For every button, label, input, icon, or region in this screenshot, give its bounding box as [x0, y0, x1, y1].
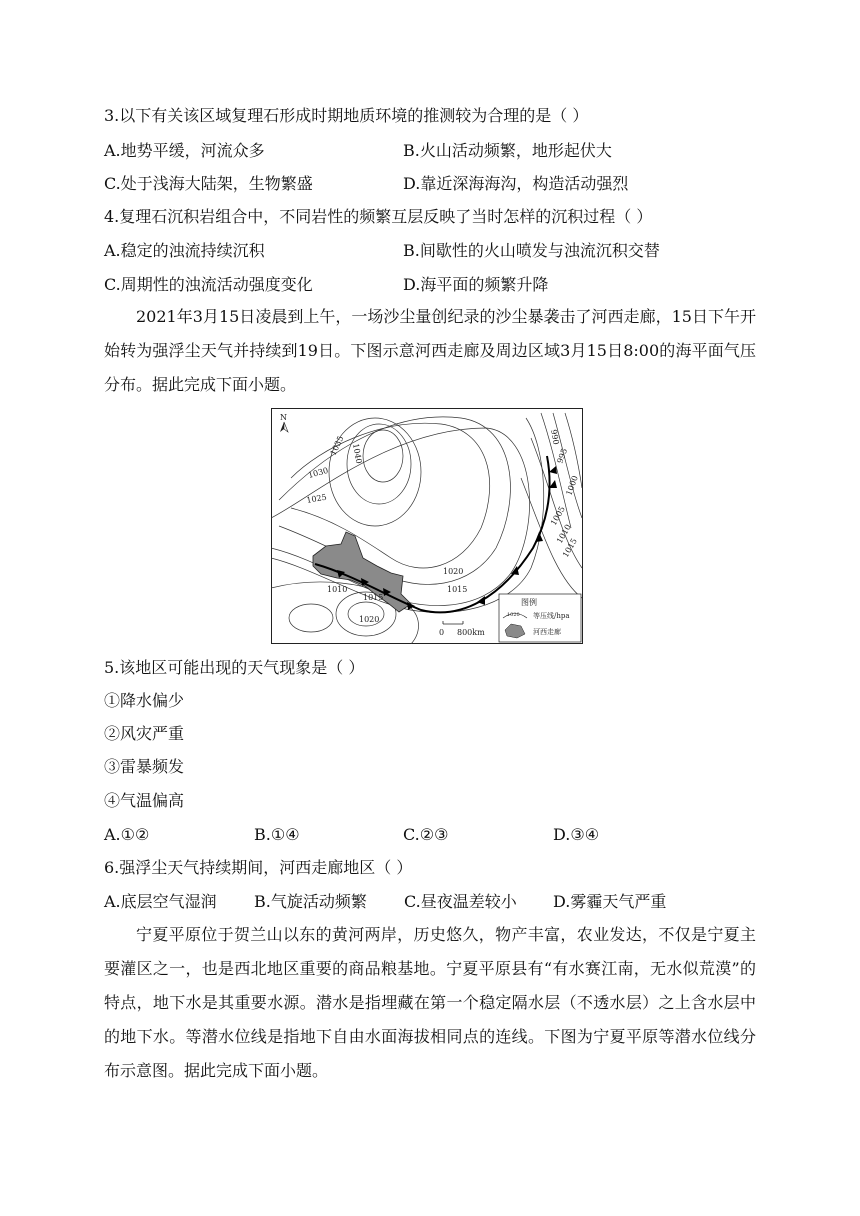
pressure-map [271, 408, 583, 644]
q3-option-c: C.处于浅海大陆架，生物繁盛 [104, 174, 313, 193]
q6-option-a: A.底层空气湿润 [104, 892, 217, 911]
q5-option-b: B.①④ [254, 825, 300, 844]
scale-distance-label: 800km [457, 628, 485, 637]
legend-isobar-sample: 1020 [507, 612, 520, 618]
q4-option-d: D.海平面的频繁升降 [403, 275, 549, 294]
q6-option-c: C.昼夜温差较小 [404, 892, 517, 911]
north-label: N [280, 413, 287, 422]
q3-stem: 3.以下有关该区域复理石形成时期地质环境的推测较为合理的是（ ） [104, 106, 589, 125]
q6-option-d: D.雾霾天气严重 [553, 892, 667, 911]
isobar-label-1010-left: 1010 [327, 585, 348, 594]
q4-option-b: B.间歇性的火山喷发与浊流沉积交替 [403, 241, 660, 260]
isobar-label-1015-right: 1015 [560, 536, 579, 559]
legend-corridor-label: 河西走廊 [533, 628, 561, 636]
passage-dust-storm [104, 300, 756, 402]
scale-zero-label: 0 [439, 628, 445, 637]
isobar-label-1020: 1020 [443, 567, 464, 576]
q5-item-2: ②风灾严重 [104, 724, 185, 743]
q5-option-c: C.②③ [403, 825, 449, 844]
isobar-label-1030: 1030 [307, 465, 330, 480]
isobar-label-1000: 1000 [564, 474, 580, 497]
isobar-label-1035: 1035 [328, 434, 346, 457]
pressure-map-svg [271, 408, 583, 644]
map-legend [499, 594, 581, 642]
q6-option-b: B.气旋活动频繁 [254, 892, 367, 911]
passage-dust-storm-text: 2021年3月15日凌晨到上午，一场沙尘量创纪录的沙尘暴袭击了河西走廊，15日下午开始转为强浮尘天气并持续到19日。下图示意河西走廊及周边区域3月15日8:00的海平面气压分布。据此完成下面小题。 [104, 307, 756, 394]
q5-stem: 5.该地区可能出现的天气现象是（ ） [104, 658, 365, 677]
q5-item-1: ①降水偏少 [104, 691, 185, 710]
q4-option-a: A.稳定的浊流持续沉积 [104, 241, 265, 260]
isobar-label-1015: 1015 [447, 585, 468, 594]
q3-option-d: D.靠近深海海沟，构造活动强烈 [403, 174, 629, 193]
legend-isobar-label: 等压线/hpa [533, 612, 570, 620]
isobar-label-1040: 1040 [351, 442, 364, 465]
isobar-label-990: 990 [549, 428, 561, 446]
isobar-label-1015-left: 1015 [363, 593, 384, 602]
q5-item-3: ③雷暴频发 [104, 757, 185, 776]
isobar-label-1010-right: 1010 [554, 522, 573, 545]
isobar-label-995: 995 [555, 447, 570, 465]
q4-stem: 4.复理石沉积岩组合中，不同岩性的频繁互层反映了当时怎样的沉积过程（ ） [104, 207, 653, 226]
q3-option-b: B.火山活动频繁，地形起伏大 [403, 141, 612, 160]
passage-ningxia [104, 918, 756, 1088]
isobar-label-1020-left: 1020 [359, 615, 380, 624]
q3-option-a: A.地势平缓，河流众多 [104, 141, 265, 160]
q4-option-c: C.周期性的浊流活动强度变化 [104, 275, 313, 294]
passage-ningxia-text: 宁夏平原位于贺兰山以东的黄河两岸，历史悠久，物产丰富，农业发达，不仅是宁夏主要灌区之一，也是西北地区重要的商品粮基地。宁夏平原县有“有水赛江南，无水似荒漠”的特点，地下水是其重要水源。潜水是指埋藏在第一个稳定隔水层（不透水层）之上含水层中的地下水。等潜水位线是指地下自由水面海拔相同点的连线。下图为宁夏平原等潜水位线分布示意图。据此完成下面小题。 [104, 925, 756, 1080]
legend-title: 图例 [521, 598, 537, 607]
q5-option-d: D.③④ [553, 825, 600, 844]
q5-item-4: ④气温偏高 [104, 791, 185, 810]
isobar-label-1025: 1025 [305, 492, 328, 505]
q6-stem: 6.强浮尘天气持续期间，河西走廊地区（ ） [104, 858, 413, 877]
isobar-label-1005: 1005 [548, 504, 567, 527]
q5-option-a: A.①② [104, 825, 150, 844]
